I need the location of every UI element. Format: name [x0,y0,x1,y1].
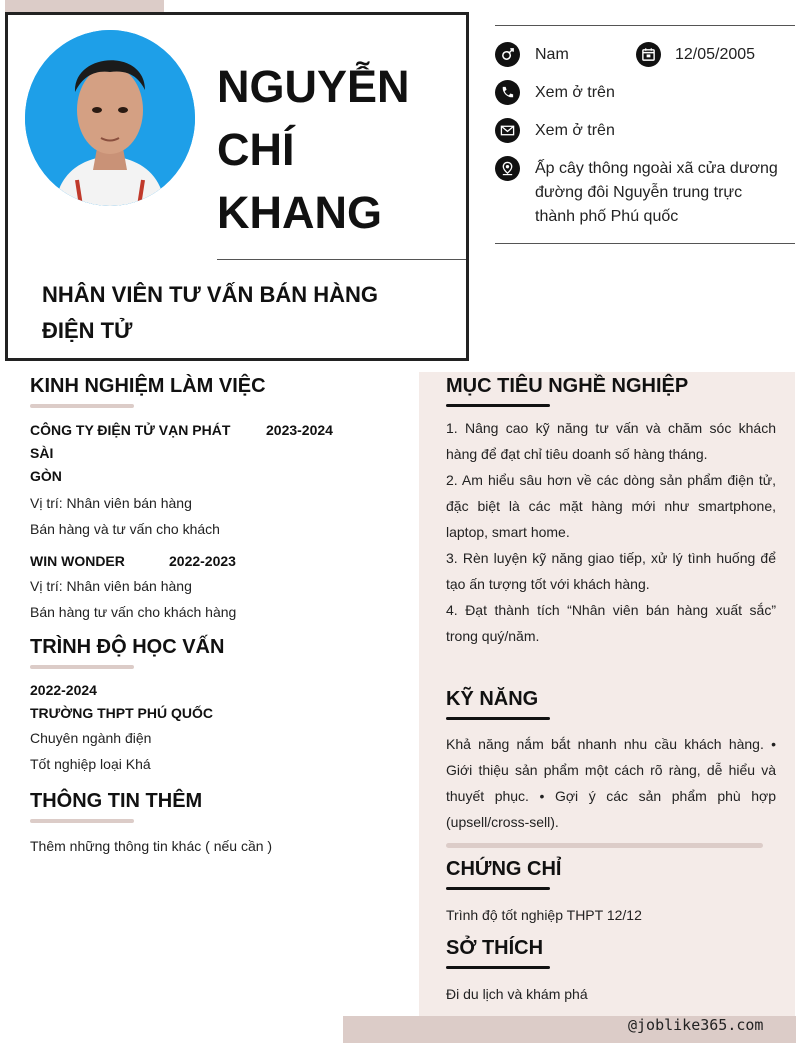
experience-description: Bán hàng tư vấn cho khách hàng [30,604,237,620]
name-line: NGUYỄN [217,61,410,112]
objective-item: 2. Am hiểu sâu hơn về các dòng sản phẩm điện tử, đặc biệt là các mặt hàng mới như smartphone, laptop, smart home. [446,472,776,540]
objective-section [446,372,776,649]
hobbies-section [446,934,776,1007]
school-name: TRƯỜNG THPT PHÚ QUỐC [30,705,213,721]
section-underline [446,887,550,890]
phone-icon [495,80,520,105]
footer-watermark: @joblike365.com [628,1016,764,1034]
education-grade: Tốt nghiệp loại Khá [30,756,151,772]
avatar [25,30,195,206]
section-title-objective: MỤC TIÊU NGHỀ NGHIỆP [446,375,689,397]
section-title-education: TRÌNH ĐỘ HỌC VẤN [30,636,225,658]
location-icon [495,156,520,181]
objective-item: 4. Đạt thành tích “Nhân viên bán hàng xuất sắc” trong quý/năm. [446,602,776,644]
left-column [30,372,400,859]
phone-value: Xem ở trên [535,84,615,101]
experience-description: Bán hàng và tư vấn cho khách [30,521,220,537]
experience-period: 2023-2024 [266,422,333,438]
education-major: Chuyên ngành điện [30,730,152,746]
section-underline [446,404,550,407]
section-title-extra: THÔNG TIN THÊM [30,790,203,812]
section-title-hobbies: SỞ THÍCH [446,937,544,959]
address-value [535,157,778,229]
full-name [217,55,410,244]
section-underline [30,819,134,823]
birthdate-value: 12/05/2005 [675,46,756,63]
experience-item [30,419,400,542]
certificates-section [446,855,776,928]
address-line: thành phố Phú quốc [535,208,679,225]
section-title-skills: KỸ NĂNG [446,688,539,710]
skills-section [446,685,776,848]
company-name [30,419,250,488]
email-value: Xem ở trên [535,122,615,139]
hobbies-text: Đi du lịch và khám phá [446,986,588,1002]
name-line: KHANG [217,187,382,238]
name-divider [217,259,466,260]
gender-value: Nam [535,46,569,63]
company-name: WIN WONDER [30,553,125,569]
gender-icon [495,42,520,67]
skills-divider [446,843,763,848]
skills-text: Khả năng nắm bắt nhanh nhu cầu khách hàng. • Giới thiệu sản phẩm một cách rõ ràng, dễ hiểu và thuyết phục. • Gợi ý các sản phẩm phù hợp (upsell/cross-sell). [446,736,776,830]
section-underline [30,404,134,408]
calendar-icon [636,42,661,67]
mail-icon [495,118,520,143]
experience-position: Vị trí: Nhân viên bán hàng [30,578,192,594]
experience-period: 2022-2023 [169,553,236,569]
contact-bottom-divider [495,243,795,244]
section-underline [30,665,134,669]
objective-item: 3. Rèn luyện kỹ năng giao tiếp, xử lý tình huống để tạo ấn tượng tốt với khách hàng. [446,550,776,592]
company-name-line: GÒN [30,468,62,484]
experience-item [30,550,400,625]
name-line: CHÍ [217,124,295,175]
job-title [42,277,422,349]
job-title-line: ĐIỆN TỬ [42,318,133,343]
address-line: đường đôi Nguyễn trung trực [535,184,743,201]
experience-position: Vị trí: Nhân viên bán hàng [30,495,192,511]
section-title-experience: KINH NGHIỆM LÀM VIỆC [30,375,266,397]
objective-list [446,415,776,649]
section-title-certificates: CHỨNG CHỈ [446,858,562,880]
section-underline [446,717,550,720]
job-title-line: NHÂN VIÊN TƯ VẤN BÁN HÀNG [42,282,379,307]
objective-item: 1. Nâng cao kỹ năng tư vấn và chăm sóc khách hàng để đạt chỉ tiêu doanh số hàng tháng. [446,420,776,462]
section-underline [446,966,550,969]
company-name-line: CÔNG TY ĐIỆN TỬ VẠN PHÁT SÀI [30,422,231,461]
extra-text: Thêm những thông tin khác ( nếu cần ) [30,838,273,854]
profile-photo [25,30,195,206]
contact-top-divider [495,25,795,26]
certificates-text: Trình độ tốt nghiệp THPT 12/12 [446,907,642,923]
address-line: Ấp cây thông ngoài xã cửa dương [535,160,778,177]
education-period: 2022-2024 [30,682,97,698]
